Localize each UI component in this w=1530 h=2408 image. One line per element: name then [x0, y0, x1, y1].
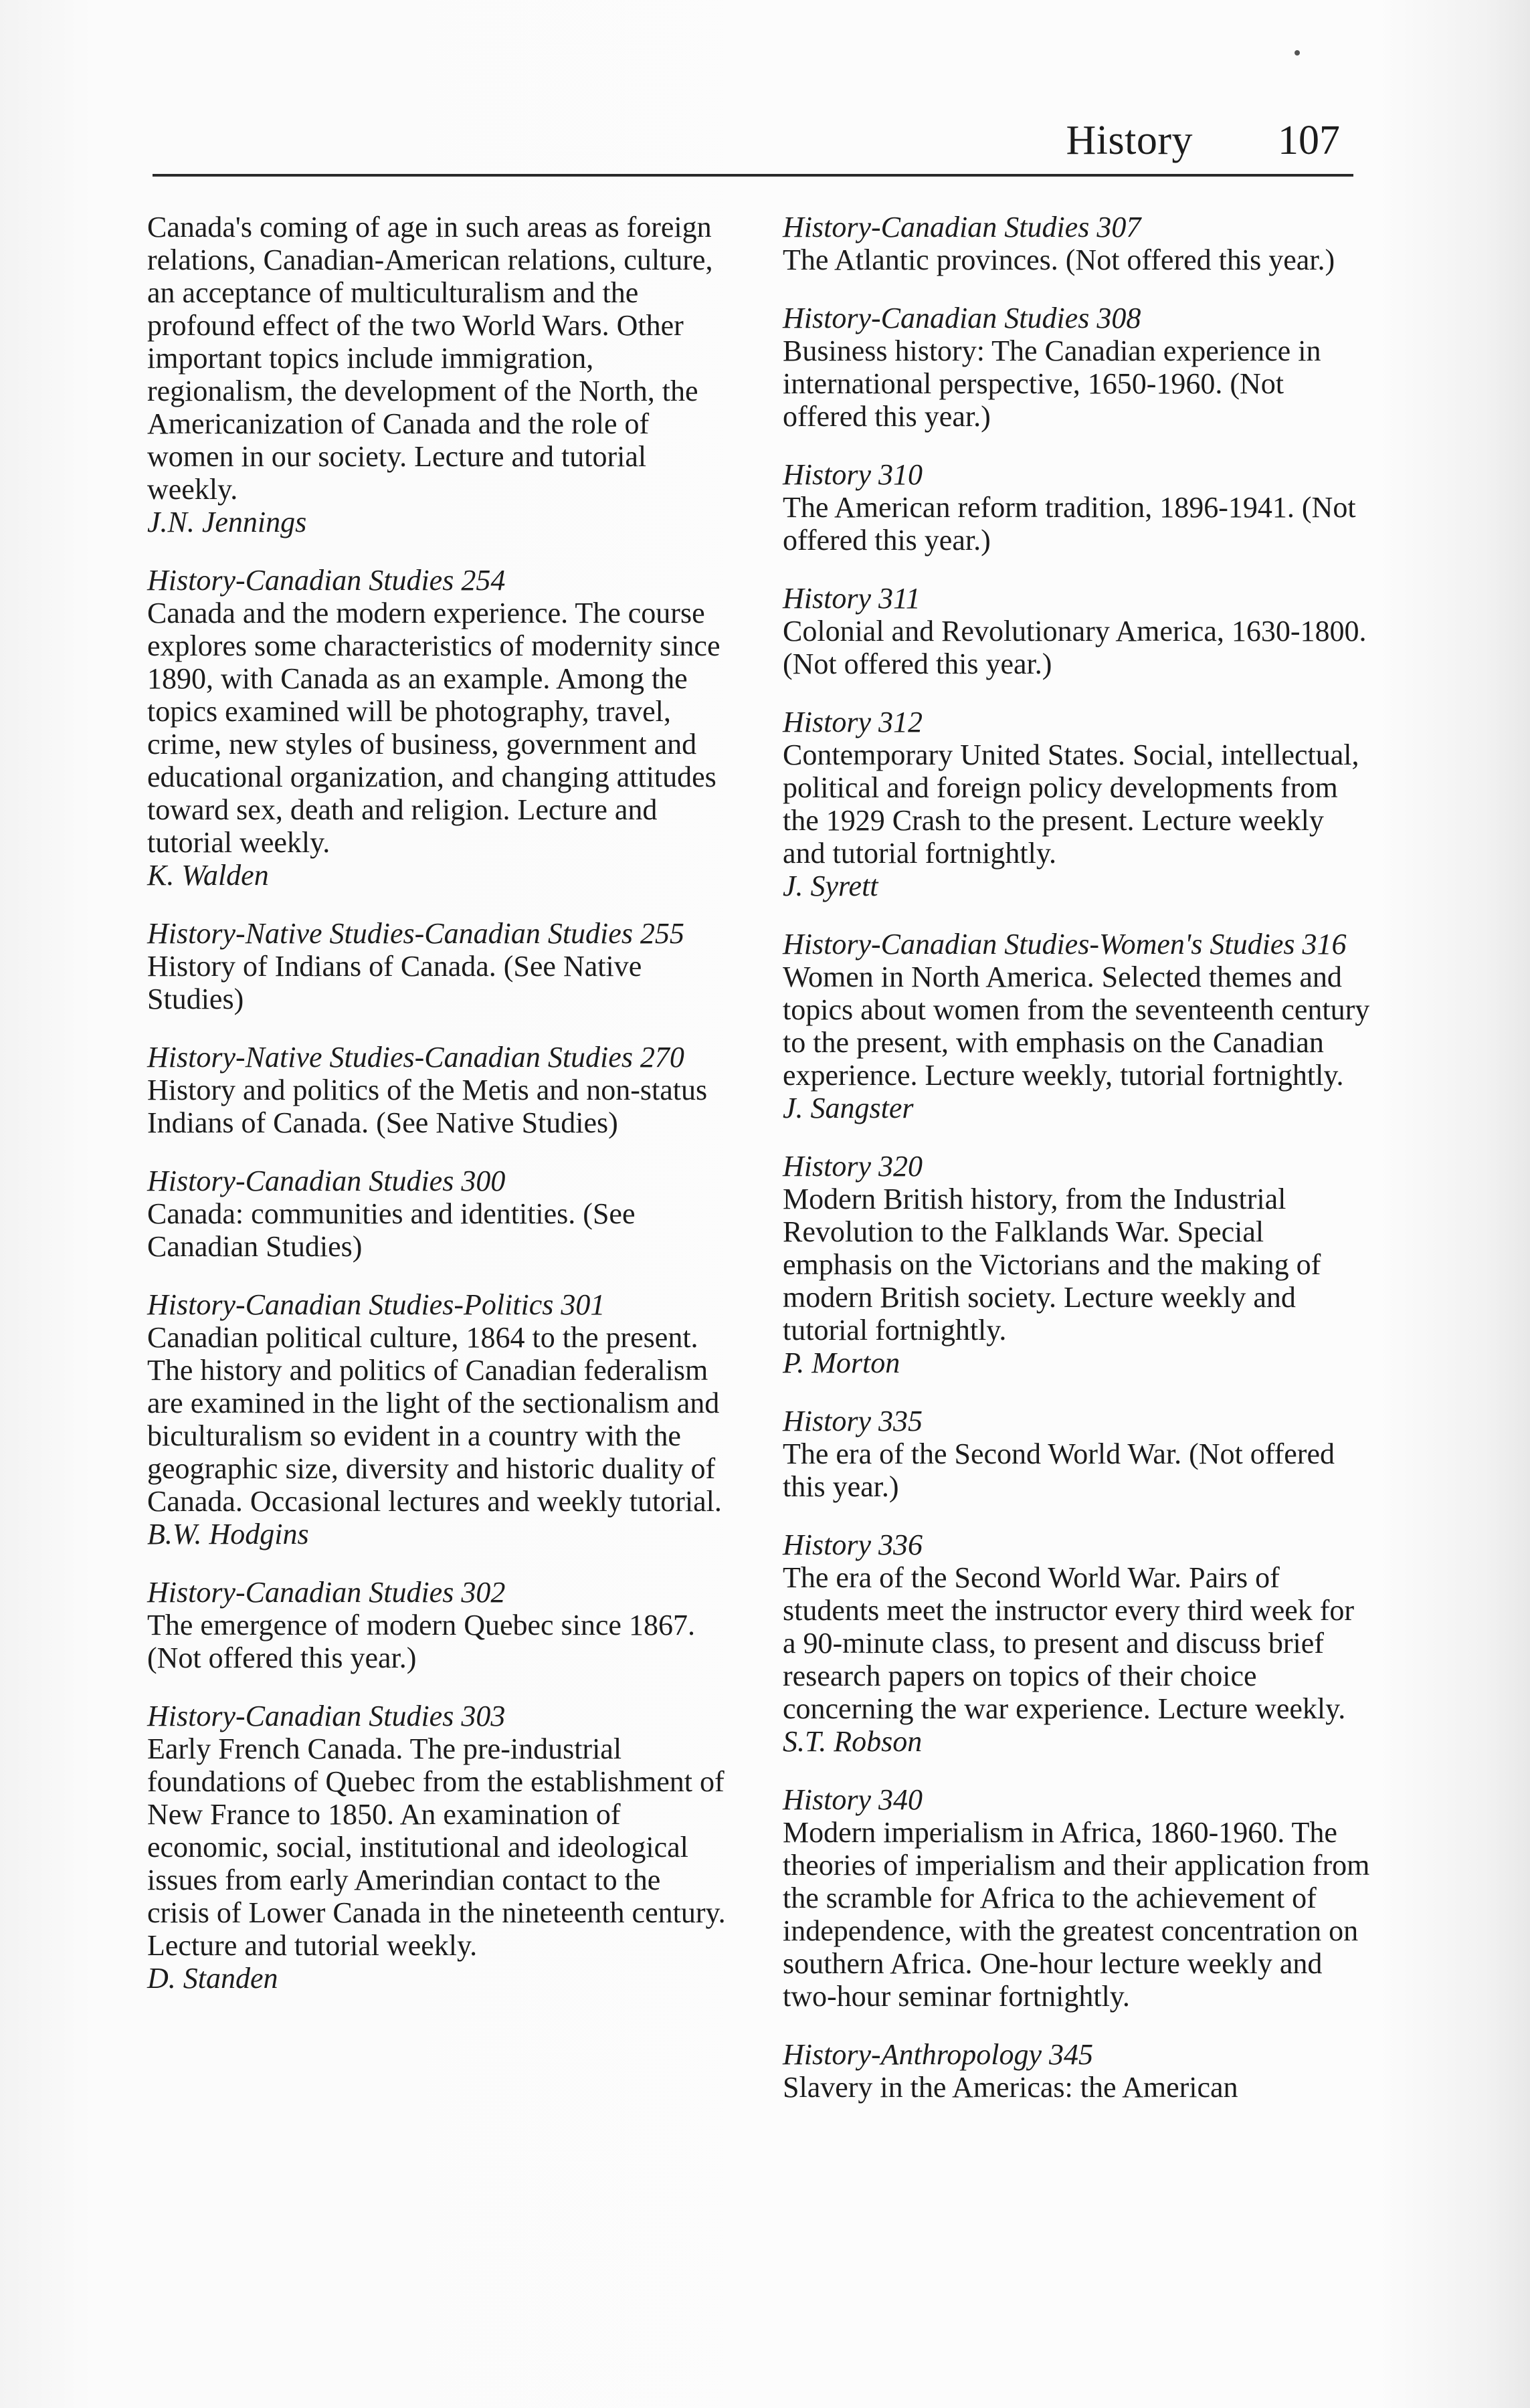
- course-entry: [783, 928, 1371, 1124]
- course-description: Canadian political culture, 1864 to the present. The history and politics of Canadian federalism are examined in the light of the sectionalism and biculturalism so evident in a country with the geographic size, diversity and historic duality of Canada. Occasional lectures and weekly tutorial.: [147, 1321, 722, 1518]
- course-title: History-Canadian Studies 302: [147, 1576, 506, 1609]
- course-title: History 340: [783, 1783, 923, 1816]
- course-description: Modern British history, from the Industrial Revolution to the Falklands War. Special emphasis on the Victorians and the making of modern British society. Lecture weekly and tutorial fortnightly.: [783, 1183, 1321, 1346]
- course-instructor: D. Standen: [147, 1962, 278, 1995]
- course-title: History 336: [783, 1528, 923, 1561]
- course-description: Canada: communities and identities. (See Canadian Studies): [147, 1197, 636, 1263]
- course-entry: [147, 1700, 729, 1995]
- course-description: History and politics of the Metis and non-status Indians of Canada. (See Native Studies): [147, 1074, 708, 1139]
- course-instructor: P. Morton: [783, 1346, 900, 1379]
- course-description: Contemporary United States. Social, intellectual, political and foreign policy developments from the 1929 Crash to the present. Lecture weekly and tutorial fortnightly.: [783, 738, 1359, 870]
- course-title: History 320: [783, 1150, 923, 1183]
- course-description: Slavery in the Americas: the American: [783, 2071, 1238, 2104]
- course-title: History-Canadian Studies 300: [147, 1165, 506, 1197]
- course-description: The Atlantic provinces. (Not offered this year.): [783, 243, 1335, 276]
- course-entry: [783, 2038, 1371, 2104]
- course-description: History of Indians of Canada. (See Native Studies): [147, 950, 642, 1015]
- course-instructor: B.W. Hodgins: [147, 1518, 309, 1550]
- course-entry: [147, 1576, 729, 1674]
- course-title: History-Canadian Studies 303: [147, 1700, 506, 1732]
- course-entry: [147, 211, 729, 538]
- course-entry: [783, 302, 1371, 433]
- course-description: The era of the Second World War. Pairs of students meet the instructor every third week for a 90-minute class, to present and discuss brief research papers on topics of their choice concerning the war experience. Lecture weekly.: [783, 1561, 1355, 1725]
- course-title: History-Canadian Studies 308: [783, 302, 1141, 334]
- course-entry: [783, 1783, 1371, 2013]
- course-title: History 335: [783, 1405, 923, 1437]
- course-instructor: S.T. Robson: [783, 1725, 923, 1758]
- course-description: Modern imperialism in Africa, 1860-1960. The theories of imperialism and their application from the scramble for Africa to the achievement of independence, with the greatest concentration on southern Africa. One-hour lecture weekly and two-hour seminar fortnightly.: [783, 1816, 1370, 2013]
- course-description: The era of the Second World War. (Not offered this year.): [783, 1437, 1335, 1503]
- course-description: The emergence of modern Quebec since 1867. (Not offered this year.): [147, 1609, 695, 1674]
- course-title: History-Native Studies-Canadian Studies 255: [147, 917, 684, 950]
- course-title: History-Canadian Studies-Women's Studies 316: [783, 928, 1347, 961]
- course-title: History 312: [783, 706, 923, 738]
- course-description: Women in North America. Selected themes and topics about women from the seventeenth century to the present, with emphasis on the Canadian experience. Lecture weekly, tutorial fortnightly.: [783, 961, 1370, 1092]
- course-description: Business history: The Canadian experience in international perspective, 1650-1960. (Not offered this year.): [783, 334, 1321, 433]
- course-instructor: J.N. Jennings: [147, 506, 307, 538]
- course-instructor: J. Syrett: [783, 870, 878, 902]
- course-instructor: J. Sangster: [783, 1092, 914, 1124]
- course-title: History 310: [783, 458, 923, 491]
- course-instructor: K. Walden: [147, 859, 269, 892]
- course-title: History-Canadian Studies 307: [783, 211, 1141, 243]
- course-title: History-Canadian Studies-Politics 301: [147, 1288, 605, 1321]
- right-column: [783, 211, 1371, 2129]
- course-description: The American reform tradition, 1896-1941. (Not offered this year.): [783, 491, 1356, 557]
- course-entry: [783, 582, 1371, 680]
- course-title: History 311: [783, 582, 921, 615]
- course-entry: [783, 706, 1371, 902]
- course-entry: [783, 1150, 1371, 1379]
- course-description: Colonial and Revolutionary America, 1630-1800. (Not offered this year.): [783, 615, 1367, 680]
- course-entry: [783, 1405, 1371, 1503]
- course-entry: [783, 1528, 1371, 1758]
- course-entry: [783, 211, 1371, 276]
- course-entry: [783, 458, 1371, 557]
- course-description: Early French Canada. The pre-industrial foundations of Quebec from the establishment of New France to 1850. An examination of economic, social, institutional and ideological issues from early Amerindian contact to the crisis of Lower Canada in the nineteenth century. Lecture and tutorial weekly.: [147, 1732, 726, 1962]
- page-number: 107: [1278, 118, 1340, 163]
- speck-mark: [1295, 50, 1300, 56]
- section-title: History: [1066, 118, 1193, 163]
- course-description: Canada's coming of age in such areas as foreign relations, Canadian-American relations, culture, an acceptance of multiculturalism and the profound effect of the two World Wars. Other important topics include immigration, regionalism, the development of the North, the Americanization of Canada and the role of women in our society. Lecture and tutorial weekly.: [147, 211, 713, 506]
- page-header: [153, 100, 1353, 177]
- course-entry: [147, 1288, 729, 1550]
- course-title: History-Canadian Studies 254: [147, 564, 506, 597]
- course-title: History-Anthropology 345: [783, 2038, 1093, 2071]
- course-title: History-Native Studies-Canadian Studies 270: [147, 1041, 684, 1074]
- course-entry: [147, 917, 729, 1015]
- course-description: Canada and the modern experience. The course explores some characteristics of modernity since 1890, with Canada as an example. Among the topics examined will be photography, travel, crime, new styles of business, government and educational organization, and changing attitudes toward sex, death and religion. Lecture and tutorial weekly.: [147, 597, 721, 859]
- left-column: [147, 211, 729, 2020]
- course-entry: [147, 1041, 729, 1139]
- course-entry: [147, 564, 729, 892]
- course-entry: [147, 1165, 729, 1263]
